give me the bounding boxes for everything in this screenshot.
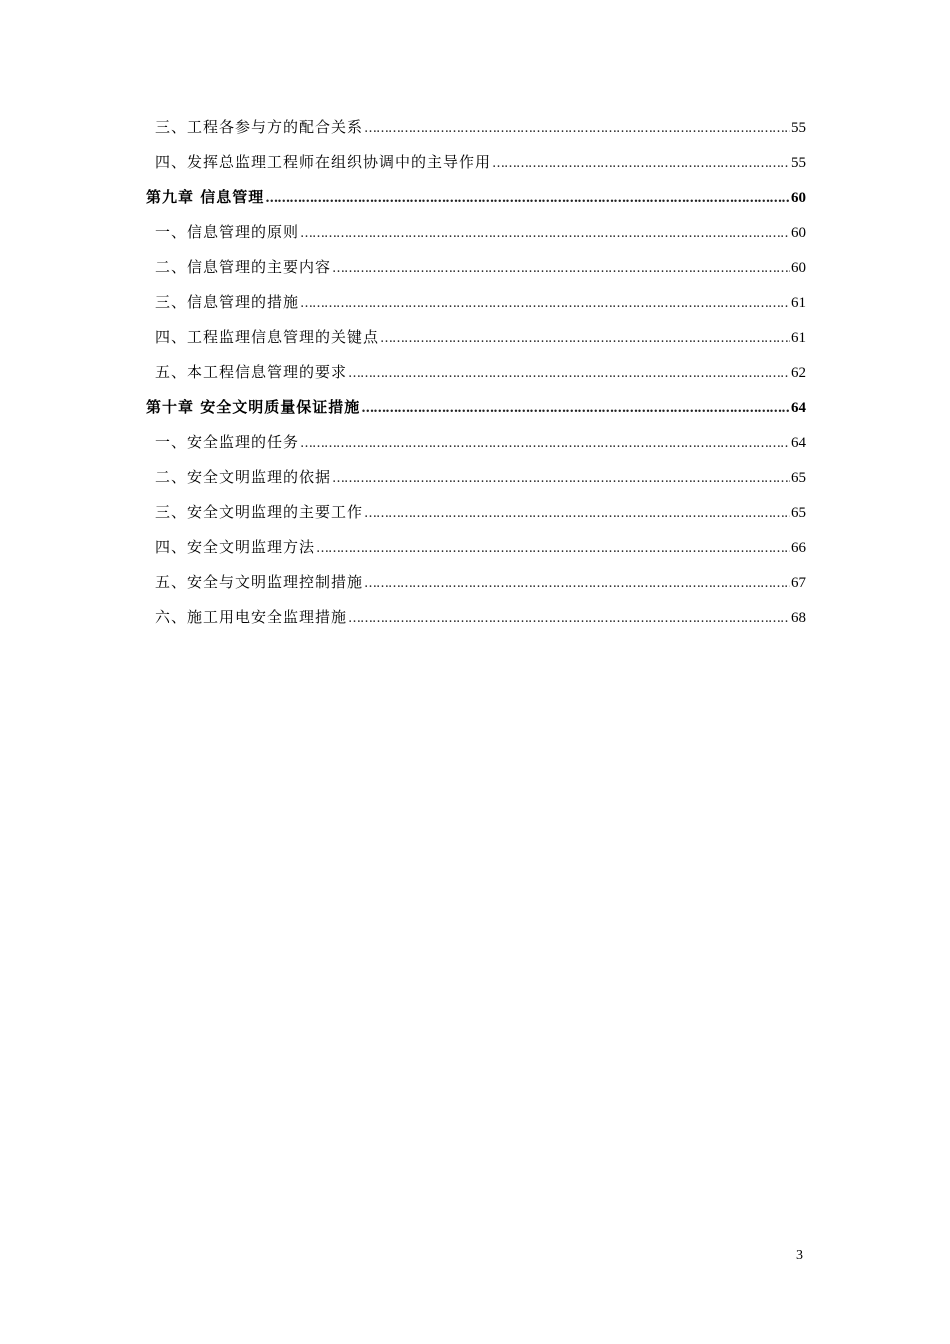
toc-entry[interactable] [146, 530, 806, 565]
toc-entry-page: 61 [791, 295, 806, 311]
toc-entry-title: 二、信息管理的主要内容 [155, 258, 332, 276]
toc-entry[interactable] [146, 425, 806, 460]
toc-leader-dots [332, 461, 790, 496]
toc-entry-title: 二、安全文明监理的依据 [155, 468, 332, 486]
toc-entry-title: 四、安全文明监理方法 [155, 538, 316, 556]
toc-leader-dots [364, 496, 790, 531]
toc-chapter[interactable] [146, 180, 806, 215]
toc-leader-dots [348, 601, 790, 636]
toc-chapter[interactable] [146, 390, 806, 425]
toc-entry-page: 68 [791, 610, 806, 626]
toc-chapter-page: 64 [791, 400, 806, 416]
toc-entry[interactable] [146, 495, 806, 530]
toc-entry-title: 六、施工用电安全监理措施 [155, 608, 348, 626]
toc-entry-title: 一、安全监理的任务 [155, 433, 300, 451]
toc-entry[interactable] [146, 215, 806, 250]
toc-leader-dots [265, 181, 790, 216]
toc-leader-dots [300, 216, 790, 251]
toc-entry[interactable] [146, 355, 806, 390]
toc-chapter-title: 第十章 安全文明质量保证措施 [146, 398, 361, 416]
toc-entry-page: 60 [791, 225, 806, 241]
toc-entry-title: 一、信息管理的原则 [155, 223, 300, 241]
toc-leader-dots [300, 426, 790, 461]
toc-leader-dots [364, 566, 790, 601]
toc-entry[interactable] [146, 460, 806, 495]
toc-entry[interactable] [146, 565, 806, 600]
toc-leader-dots [332, 251, 790, 286]
toc-entry-page: 55 [791, 155, 806, 171]
toc-entry-title: 五、安全与文明监理控制措施 [155, 573, 364, 591]
toc-leader-dots [492, 146, 790, 181]
toc-entry[interactable] [146, 600, 806, 635]
toc-leader-dots [316, 531, 790, 566]
table-of-contents [146, 110, 806, 635]
toc-leader-dots [380, 321, 790, 356]
toc-entry[interactable] [146, 145, 806, 180]
toc-entry-page: 61 [791, 330, 806, 346]
page-number: 3 [796, 1248, 803, 1263]
toc-entry[interactable] [146, 250, 806, 285]
toc-entry-title: 三、安全文明监理的主要工作 [155, 503, 364, 521]
toc-entry[interactable] [146, 110, 806, 145]
toc-entry-title: 三、信息管理的措施 [155, 293, 300, 311]
toc-entry-page: 60 [791, 260, 806, 276]
toc-entry[interactable] [146, 320, 806, 355]
toc-leader-dots [300, 286, 790, 321]
toc-entry[interactable] [146, 285, 806, 320]
toc-entry-page: 67 [791, 575, 806, 591]
toc-chapter-page: 60 [791, 190, 806, 206]
toc-entry-page: 65 [791, 505, 806, 521]
toc-chapter-title: 第九章 信息管理 [146, 188, 265, 206]
toc-leader-dots [361, 391, 790, 426]
toc-entry-title: 五、本工程信息管理的要求 [155, 363, 348, 381]
toc-entry-title: 三、工程各参与方的配合关系 [155, 118, 364, 136]
toc-leader-dots [348, 356, 790, 391]
toc-entry-title: 四、工程监理信息管理的关键点 [155, 328, 380, 346]
toc-entry-page: 64 [791, 435, 806, 451]
toc-leader-dots [364, 111, 790, 146]
toc-entry-page: 55 [791, 120, 806, 136]
toc-entry-page: 66 [791, 540, 806, 556]
toc-entry-page: 62 [791, 365, 806, 381]
toc-entry-page: 65 [791, 470, 806, 486]
toc-entry-title: 四、发挥总监理工程师在组织协调中的主导作用 [155, 153, 492, 171]
